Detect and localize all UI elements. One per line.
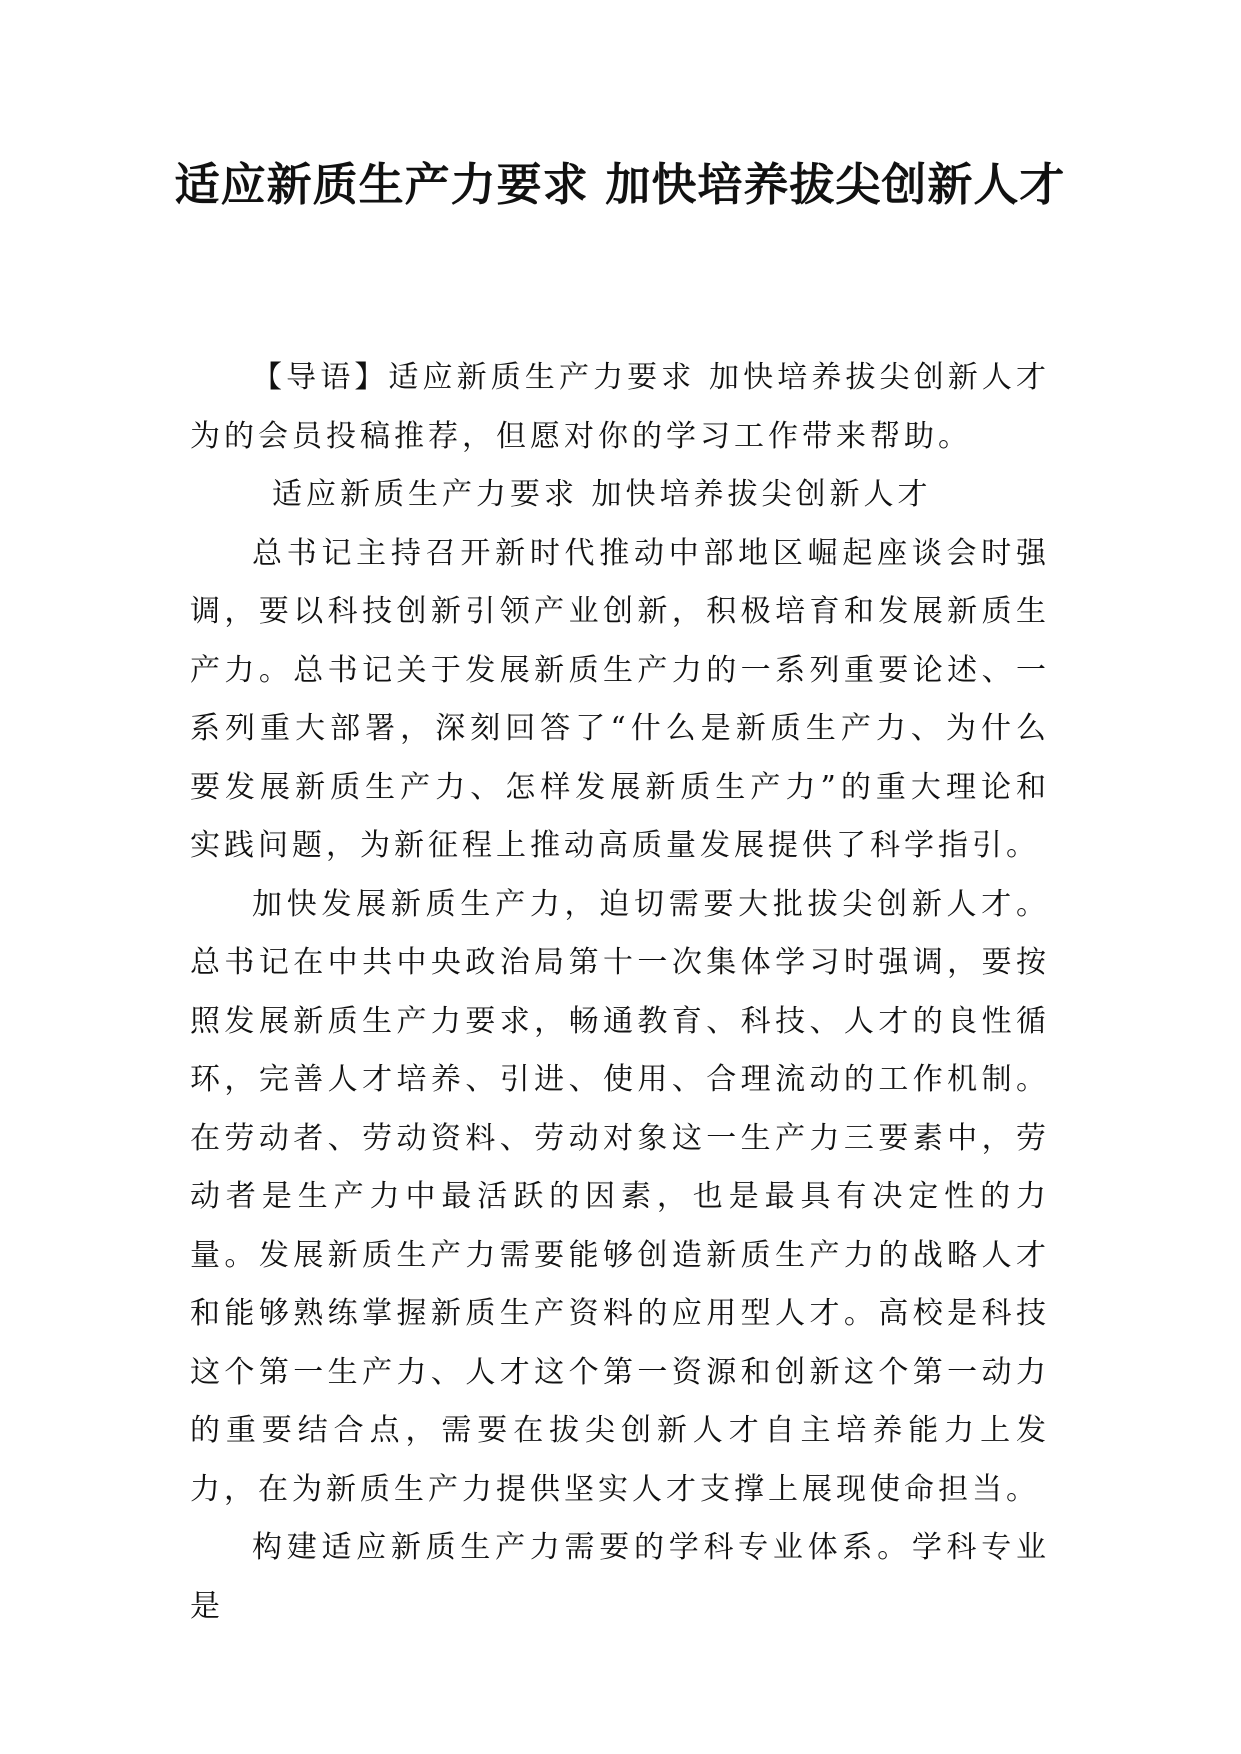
body-paragraph-2: 加快发展新质生产力，迫切需要大批拔尖创新人才。总书记在中共中央政治局第十一次集体学习时强调，要按照发展新质生产力要求，畅通教育、科技、人才的良性循环，完善人才培养、引进、使用、合理流动的工作机制。在劳动者、劳动资料、劳动对象这一生产力三要素中，劳动者是生产力中最活跃的因素，也是最具有决定性的力量。发展新质生产力需要能够创造新质生产力的战略人才和能够熟练掌握新质生产资料的应用型人才。高校是科技这个第一生产力、人才这个第一资源和创新这个第一动力的重要结合点，需要在拔尖创新人才自主培养能力上发力，在为新质生产力提供坚实人才支撑上展现使命担当。 (190, 886, 1050, 1507)
article-subtitle: 适应新质生产力要求 加快培养拔尖创新人才 (272, 477, 932, 512)
document-title: 适应新质生产力要求 加快培养拔尖创新人才 (174, 158, 1066, 211)
intro-paragraph: 【导语】适应新质生产力要求 加快培养拔尖创新人才为的会员投稿推荐，但愿对你的学习工作带来帮助。 (190, 360, 1050, 454)
body-paragraph-3: 构建适应新质生产力需要的学科专业体系。学科专业是 (190, 1530, 1050, 1624)
body-paragraph-1: 总书记主持召开新时代推动中部地区崛起座谈会时强调，要以科技创新引领产业创新，积极培育和发展新质生产力。总书记关于发展新质生产力的一系列重要论述、一系列重大部署，深刻回答了“什么是新质生产力、为什么要发展新质生产力、怎样发展新质生产力”的重大理论和实践问题，为新征程上推动高质量发展提供了科学指引。 (190, 535, 1050, 863)
document-body (190, 349, 1050, 1636)
